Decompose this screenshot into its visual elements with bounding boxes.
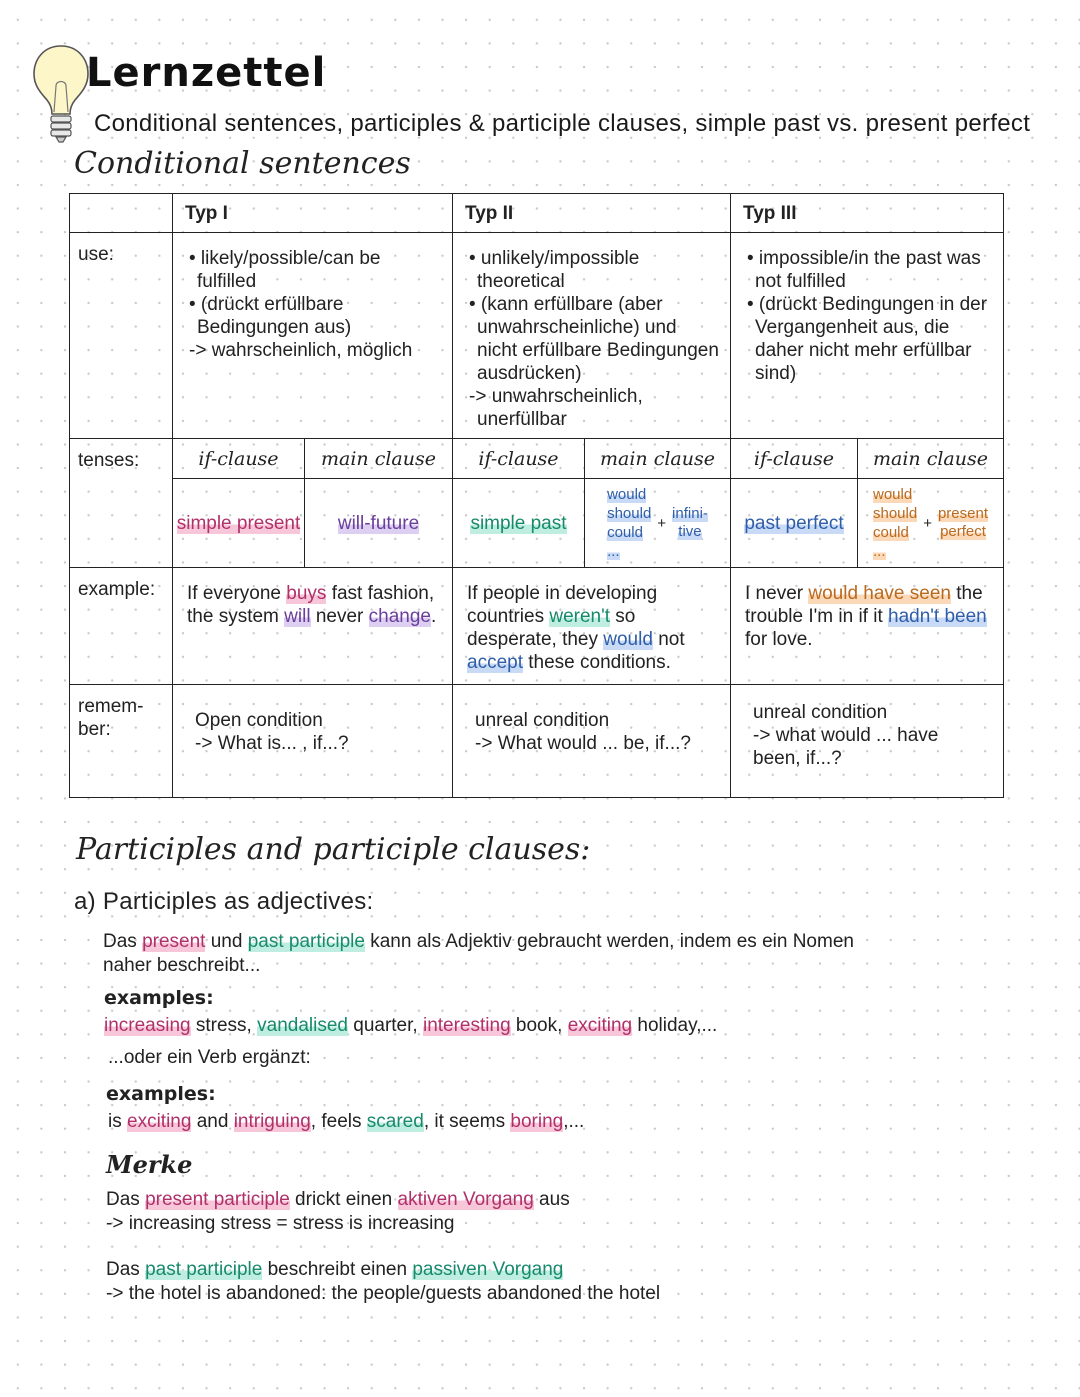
use-typ-2	[453, 233, 731, 439]
intro-paragraph: Das present und past participle kann als Adjektiv gebraucht werden, indem es ein Nomen naher beschreibt...	[103, 931, 854, 976]
examples-label: examples:	[104, 987, 214, 1009]
section-title-conditional: Conditional sentences	[74, 146, 411, 181]
tense-typ-3-main: would should could ...+present perfect	[858, 479, 1004, 568]
examples-line-2: is exciting and intriguing, feels scared, it seems boring,...	[108, 1111, 585, 1132]
light-bulb-icon	[30, 42, 92, 148]
examples-label: examples:	[106, 1083, 216, 1105]
page-title: Lernzettel	[86, 50, 327, 96]
tense-typ-1-main: will-future	[305, 479, 453, 568]
table-row-tenses	[70, 479, 1004, 568]
tense-typ-2-main: would should could ...+infini- tive	[585, 479, 731, 568]
example-typ-1: If everyone buys fast fashion, the system will never change.	[173, 568, 453, 685]
modal-verbs-list: would should could ...	[873, 486, 918, 560]
page-subtitle: Conditional sentences, participles & participle clauses, simple past vs. present perfect	[94, 110, 1031, 137]
present-perfect-label: present perfect	[937, 505, 989, 540]
list-item: • (drückt Bedingungen in der Vergangenheit aus, die daher nicht mehr erfüllbar sind)	[747, 294, 988, 384]
verb-line: ...oder ein Verb ergänzt:	[108, 1047, 311, 1068]
list-item: • likely/possible/can be fulfilled	[189, 248, 381, 292]
tense-typ-1-if: simple present	[173, 479, 305, 568]
subheader-if-clause: if-clause	[453, 439, 585, 479]
list-item: -> unwahrscheinlich, unerfüllbar	[469, 386, 643, 430]
example-typ-3: I never would have seen the trouble I'm in if it hadn't been for love.	[731, 568, 1004, 685]
subheader-main-clause: main clause	[305, 439, 453, 479]
tense-typ-2-if: simple past	[453, 479, 585, 568]
example-typ-2: If people in developing countries weren't so desperate, they would not accept these conditions.	[453, 568, 731, 685]
table-row-remember	[70, 685, 1004, 798]
remember-typ-3: unreal condition -> what would ... have been, if...?	[731, 685, 1004, 798]
subheader-if-clause: if-clause	[731, 439, 858, 479]
header-typ-2: Typ II	[453, 194, 731, 233]
merke-line-1: Das present participle drickt einen aktiven Vorgang aus	[106, 1189, 570, 1210]
merke-line-3: Das past participle beschreibt einen passiven Vorgang	[106, 1259, 564, 1280]
use-typ-1	[173, 233, 453, 439]
header-typ-1: Typ I	[173, 194, 453, 233]
table-header-row	[70, 194, 1004, 233]
row-label-remember: remem- ber:	[70, 685, 173, 798]
list-item: • impossible/in the past was not fulfilled	[747, 248, 981, 292]
section-title-participles: Participles and participle clauses:	[76, 832, 591, 867]
list-item: • unlikely/impossible theoretical	[469, 248, 640, 292]
list-item: -> wahrscheinlich, möglich	[189, 340, 413, 361]
merke-line-4: -> the hotel is abandoned: the people/guests abandoned the hotel	[106, 1283, 661, 1304]
row-label-example: example:	[70, 568, 173, 685]
subheader-if-clause: if-clause	[173, 439, 305, 479]
header-typ-3: Typ III	[731, 194, 1004, 233]
subsection-heading-a: a) Participles as adjectives:	[74, 888, 374, 915]
tense-typ-3-if: past perfect	[731, 479, 858, 568]
modal-verbs-list: would should could ...	[607, 486, 652, 560]
row-label-tenses: tenses:	[70, 439, 173, 568]
subheader-main-clause: main clause	[585, 439, 731, 479]
merke-line-2: -> increasing stress = stress is increasing	[106, 1213, 455, 1234]
row-label-use: use:	[70, 233, 173, 439]
infinitive-label: infini- tive	[672, 505, 708, 540]
remember-typ-1: Open condition -> What is... , if...?	[173, 685, 453, 798]
list-item: • (kann erfüllbare (aber unwahrscheinliche) und nicht erfüllbare Bedingungen ausdrücken)	[469, 294, 719, 384]
use-typ-3	[731, 233, 1004, 439]
table-row-use	[70, 233, 1004, 439]
table-row-tenses-sub	[70, 439, 1004, 479]
examples-line-1: increasing stress, vandalised quarter, interesting book, exciting holiday,...	[104, 1015, 718, 1036]
conditional-table	[69, 193, 1004, 798]
subheader-main-clause: main clause	[858, 439, 1004, 479]
list-item: • (drückt erfüllbare Bedingungen aus)	[189, 294, 352, 338]
table-row-example	[70, 568, 1004, 685]
merke-heading: Merke	[106, 1150, 193, 1179]
remember-typ-2: unreal condition -> What would ... be, if...?	[453, 685, 731, 798]
